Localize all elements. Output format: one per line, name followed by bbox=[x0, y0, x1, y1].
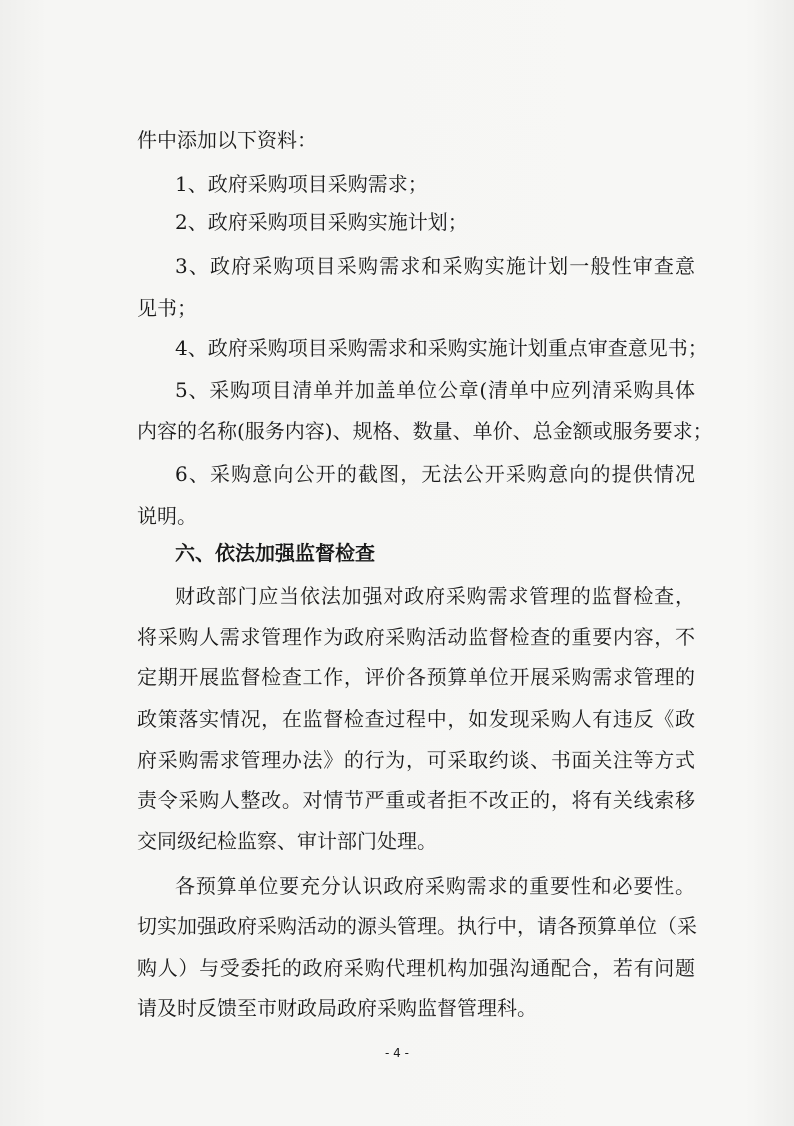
text-line: 见书； bbox=[137, 296, 197, 320]
paragraph-line: 请及时反馈至市财政局政府采购监督管理科。 bbox=[137, 996, 537, 1020]
list-item: 5、采购项目清单并加盖单位公章(清单中应列清采购具体 bbox=[175, 378, 695, 402]
list-item: 6、采购意向公开的截图，无法公开采购意向的提供情况 bbox=[175, 462, 695, 486]
paragraph-line: 责令采购人整改。对情节严重或者拒不改正的，将有关线索移 bbox=[137, 788, 695, 812]
text-line: 件中添加以下资料： bbox=[137, 128, 317, 152]
paragraph-line: 各预算单位要充分认识政府采购需求的重要性和必要性。 bbox=[175, 874, 695, 898]
paragraph-line: 将采购人需求管理作为政府采购活动监督检查的重要内容，不 bbox=[137, 625, 695, 649]
text-line: 内容的名称(服务内容)、规格、数量、单价、总金额或服务要求； bbox=[137, 419, 713, 443]
section-heading: 六、依法加强监督检查 bbox=[175, 541, 375, 565]
paragraph-line: 府采购需求管理办法》的行为，可采取约谈、书面关注等方式 bbox=[137, 748, 695, 772]
paragraph-line: 政策落实情况，在监督检查过程中，如发现采购人有违反《政 bbox=[137, 707, 695, 731]
list-item: 3、政府采购项目采购需求和采购实施计划一般性审查意 bbox=[175, 254, 695, 278]
text-line: 说明。 bbox=[137, 504, 197, 528]
paragraph-line: 购人）与受委托的政府采购代理机构加强沟通配合，若有问题 bbox=[137, 956, 695, 980]
list-item: 4、政府采购项目采购需求和采购实施计划重点审查意见书； bbox=[175, 336, 708, 360]
paragraph-line: 定期开展监督检查工作，评价各预算单位开展采购需求管理的 bbox=[137, 665, 695, 689]
list-item: 1、政府采购项目采购需求； bbox=[175, 172, 428, 196]
list-item: 2、政府采购项目采购实施计划； bbox=[175, 210, 468, 234]
page-number: - 4 - bbox=[385, 1046, 409, 1060]
paragraph-line: 交同级纪检监察、审计部门处理。 bbox=[137, 829, 437, 853]
paragraph-line: 财政部门应当依法加强对政府采购需求管理的监督检查， bbox=[175, 584, 695, 608]
paragraph-line: 切实加强政府采购活动的源头管理。执行中，请各预算单位（采 bbox=[137, 914, 697, 938]
